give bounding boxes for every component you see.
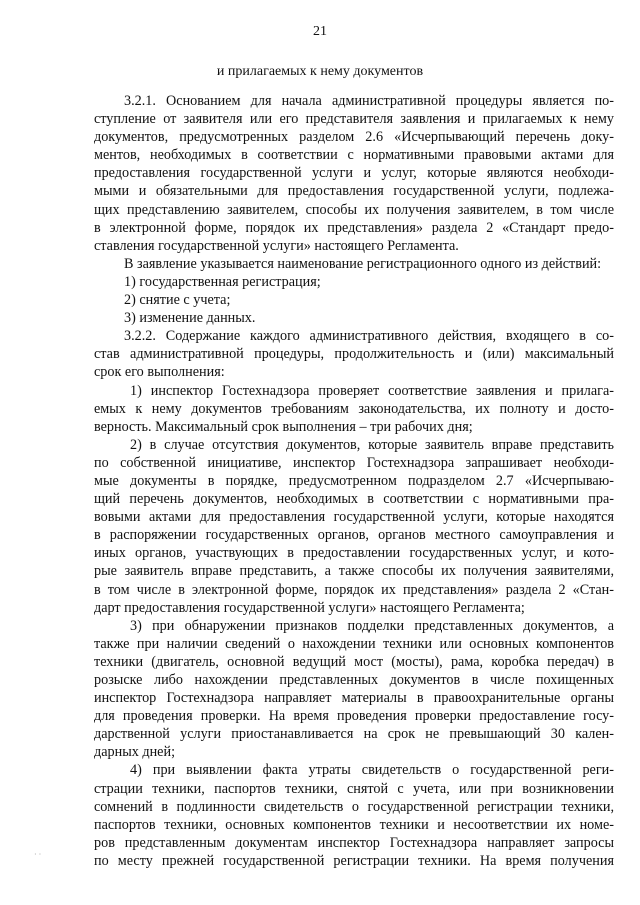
text-line: дарственной услуги приостанавливается на срок не превышающий 30 кален- xyxy=(94,726,614,743)
text-line: ров представленным документам инспектор Гостехнадзора направляет запросы xyxy=(94,834,614,851)
text-line: 3.2.2. Содержание каждого административного действия, входящего в со- xyxy=(124,328,614,345)
text-line: щих представлению заявителем, способы их получения заявителем, в том числе xyxy=(94,201,614,218)
text-line: мыми и обязательными для предоставления государственной услуги, подлежа- xyxy=(94,183,614,200)
body-text xyxy=(94,92,614,870)
text-line: щий перечень документов, необходимых в соответствии с нормативными пра- xyxy=(94,491,614,508)
text-line: 4) при выявлении факта утраты свидетельств о государственной реги- xyxy=(130,762,614,779)
text-line: 2) снятие с учета; xyxy=(124,292,231,309)
text-line: мые документы в порядке, предусмотренном подразделом 2.7 «Исчерпываю- xyxy=(94,472,614,489)
text-line: ментов, необходимых в соответствии с нормативными правовыми актами для xyxy=(94,147,614,164)
text-line: 1) инспектор Гостехнадзора проверяет соответствие заявления и прилага- xyxy=(130,382,614,399)
text-line: для проведения проверки. На время проведения проверки предоставление госу- xyxy=(94,708,614,725)
section-heading-continuation: и прилагаемых к нему документов xyxy=(216,64,424,79)
text-line: розыске либо нахождении представленных документов в числе похищенных xyxy=(94,672,614,688)
text-line: дарных дней; xyxy=(94,744,176,761)
scan-margin-marks: · · xyxy=(34,850,42,859)
text-line: верность. Максимальный срок выполнения – три рабочих дня; xyxy=(94,418,473,435)
text-line: 1) государственная регистрация; xyxy=(124,273,321,290)
text-line: 3) при обнаружении признаков подделки представленных документов, а xyxy=(130,617,614,634)
text-line: паспортов техники, основных компонентов техники и несоответствии их номе- xyxy=(94,816,614,833)
text-line: в электронной форме, порядок их представления» раздела 2 «Стандарт предо- xyxy=(94,219,614,236)
text-line: страции техники, паспортов техники, снятой с учета, или при возникновении xyxy=(94,780,614,797)
text-line: в распоряжении государственных органов, органов местного самоуправления и xyxy=(94,527,614,544)
text-line: емых к нему документов требованиям законодательства, их полноту и досто- xyxy=(94,400,614,417)
text-line: предоставления государственной услуги и услуг, которые являются необходи- xyxy=(94,165,614,182)
text-line: документов, предусмотренных разделом 2.6 «Исчерпывающий перечень доку- xyxy=(94,129,614,146)
text-line: иных органов, участвующих в предоставлении государственных услуг, и кото- xyxy=(94,545,614,562)
text-line: В заявление указывается наименование регистрационного одного из действий: xyxy=(124,255,602,272)
text-line: ставления государственной услуги» настоящего Регламента. xyxy=(94,237,459,254)
text-line: срок его выполнения: xyxy=(94,364,225,381)
text-line: инспектор Гостехнадзора направляет материалы в правоохранительные органы xyxy=(94,690,614,707)
text-line: в том числе в электронной форме, порядок их представления» раздела 2 «Стан- xyxy=(94,581,614,598)
text-line: ступление от заявителя или его представителя заявления и прилагаемых к нему xyxy=(94,111,614,128)
text-line: по собственной инициативе, инспектор Гостехнадзора запрашивает необходи- xyxy=(94,454,614,471)
text-line: вовыми актами для предоставления государственной услуги, которые находятся xyxy=(94,509,614,526)
text-line: также при наличии сведений о нахождении техники или основных компонентов xyxy=(94,635,614,652)
text-line: сомнений в подлинности свидетельств о государственной регистрации техники, xyxy=(94,798,614,815)
text-line: став административной процедуры, продолжительность и (или) максимальный xyxy=(94,346,614,363)
text-line: 2) в случае отсутствия документов, которые заявитель вправе представить xyxy=(130,436,614,453)
text-line: 3) изменение данных. xyxy=(124,310,256,327)
page-number: 21 xyxy=(313,24,327,39)
text-line: по месту прежней государственной регистрации техники. На время получения xyxy=(94,852,614,869)
text-line: рые заявитель вправе представить, а также способы их получения заявителями, xyxy=(94,563,614,580)
text-line: техники (двигатель, основной ведущий мост (мосты), рама, коробка передач) в xyxy=(94,653,614,670)
text-line: дарт предоставления государственной услуги» настоящего Регламента; xyxy=(94,599,525,616)
text-line: 3.2.1. Основанием для начала административной процедуры является по- xyxy=(124,93,614,109)
